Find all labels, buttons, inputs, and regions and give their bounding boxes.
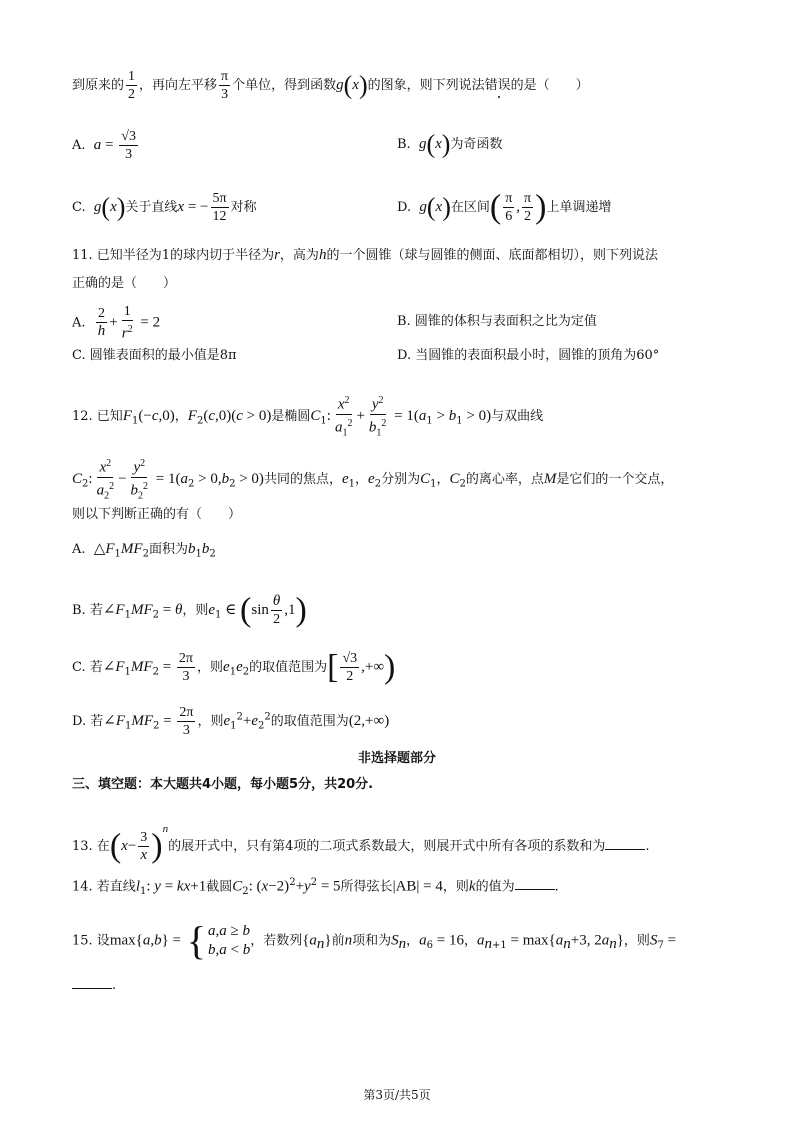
q12-stem-2: $C_2$: $\frac{x^2}{a_2^2}$ − $\frac{y^2}{b_2^2}$ = $1(a_2 > 0,b_2 > 0)$共同的焦点，$e_1$，$e_2$分别为$C_1$，$C_2$的离心率，点M是它们的一个交点， bbox=[72, 455, 673, 504]
emphasis-dot: 错误 bbox=[484, 78, 511, 93]
q11-option-b: B. 圆锥的体积与表面积之比为定值 bbox=[397, 314, 597, 329]
q10-option-b: B. g(x)为奇函数 bbox=[397, 129, 503, 159]
q10-stem: 到原来的 $\frac{1}{2}$ ，再向左平移 $\frac{\pi}{3}$ 个单位，得到函数g(x)的图象，则下列说法错误的是（ ） bbox=[72, 69, 589, 102]
answer-blank[interactable] bbox=[72, 976, 112, 989]
q11-stem-2: 正确的是（ ） bbox=[72, 276, 177, 291]
q12-stem: 12. 已知$F_1(-c,0)$，$F_2(c,0)(c > 0)$是椭圆$C_1$: $\frac{x^2}{a_1^2}$ + $\frac{y^2}{b_1^2}$ = $1(a_1 > b_1 > 0)$与双曲线 bbox=[72, 392, 543, 441]
q12-option-b: B. 若$\angle F_1MF_2 = \theta$，则$e_1$ ∈ (sin $\frac{\theta}{2}$ ,1) bbox=[72, 591, 307, 629]
answer-blank[interactable] bbox=[605, 837, 645, 850]
q12-option-a: A. $\triangle F_1MF_2$面积为$b_1b_2$ bbox=[72, 541, 216, 560]
q12-option-d: D. 若$\angle F_1MF_2$ = $\frac{2\pi}{3}$ ，则$e_1^2+e_2^2$的取值范围为(2,+∞) bbox=[72, 705, 390, 738]
q14: 14. 若直线$l_1$: y = kx+1截圆$C_2$: $(x-2)^2+y^2 = 5$所得弦长|AB| = 4，则k的值为 . bbox=[72, 877, 559, 897]
q10-option-d: D. g(x)在区间( $\frac{\pi}{6}$ , $\frac{\pi}{2}$ )上单调递增 bbox=[397, 188, 612, 226]
q11-option-c: C. 圆锥表面积的最小值是8π bbox=[72, 348, 237, 363]
q11-option-a: A. $\frac{2}{h}$ + $\frac{1}{r^2}$ = 2 bbox=[72, 304, 161, 342]
q15: 15. 设max{a,b} = { a,a ≥ b b,a < b ，若数列$\{a_n\}$前n项和为$S_n$，$a_6 = 16$，$a_{n+1} = \max\{a_n+3$, $2a_n$}，则$S_7$ = bbox=[72, 918, 677, 963]
q15-answer-line: . bbox=[72, 976, 116, 995]
answer-blank[interactable] bbox=[515, 877, 555, 890]
q10-option-a: A. a = $\frac{√3}{3}$ bbox=[72, 129, 136, 162]
page-footer: 第3页/共5页 bbox=[363, 1088, 431, 1102]
q11-option-d: D. 当圆锥的表面积最小时，圆锥的顶角为60° bbox=[397, 348, 660, 363]
q12-stem-3: 则以下判断正确的有（ ） bbox=[72, 507, 242, 522]
section-heading: 三、填空题：本大题共4小题，每小题5分，共20分. bbox=[72, 777, 374, 792]
q10-option-c: C. g(x)关于直线x = − $\frac{5\pi}{12}$ 对称 bbox=[72, 191, 257, 224]
q13: 13. 在(x− $\frac{3}{x}$ )$^n$的展开式中，只有第4项的二项式系数最大，则展开式中所有各项的系数和为 . bbox=[72, 823, 650, 865]
q12-option-c: C. 若$\angle F_1MF_2$ = $\frac{2\pi}{3}$ ，则$e_1e_2$的取值范围为[ $\frac{√3}{2}$ ,+∞) bbox=[72, 648, 396, 686]
q11-stem: 11. 已知半径为1的球内切于半径为r，高为h的一个圆锥（球与圆锥的侧面、底面都相切），则下列说法 bbox=[72, 247, 658, 263]
section-title: 非选择题部分 bbox=[357, 751, 436, 766]
